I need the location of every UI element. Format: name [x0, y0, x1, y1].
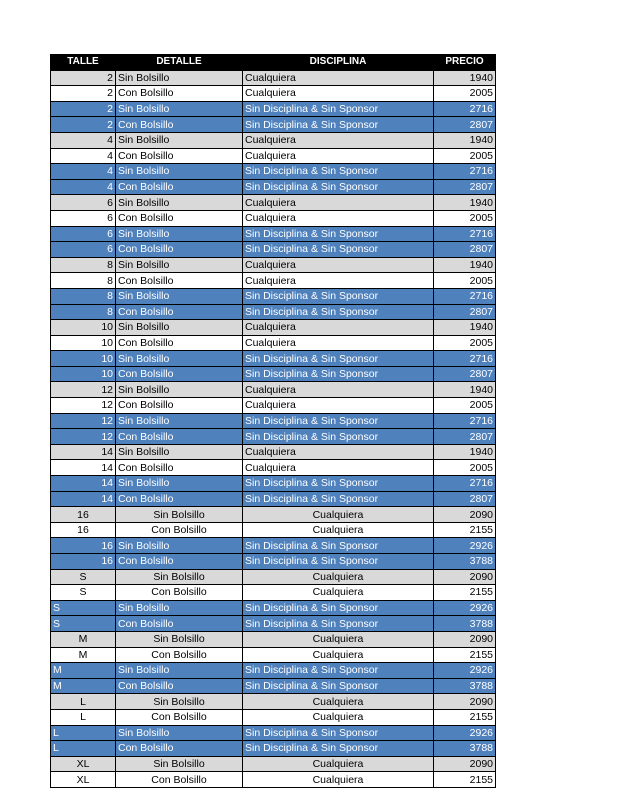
table-row [51, 772, 496, 788]
table-row [51, 382, 496, 398]
disciplina-cell: Cualquiera [243, 756, 434, 772]
disciplina-cell: Sin Disciplina & Sin Sponsor [243, 117, 434, 133]
talle-cell: 6 [51, 242, 116, 258]
talle-cell: 10 [51, 320, 116, 336]
talle-cell: M [51, 647, 116, 663]
precio-cell: 2155 [434, 709, 496, 725]
disciplina-cell: Cualquiera [243, 444, 434, 460]
talle-cell: L [51, 725, 116, 741]
precio-cell: 2716 [434, 101, 496, 117]
disciplina-cell: Sin Disciplina & Sin Sponsor [243, 678, 434, 694]
talle-cell: 16 [51, 507, 116, 523]
talle-cell: S [51, 569, 116, 585]
talle-cell: 4 [51, 164, 116, 180]
precio-cell: 2005 [434, 86, 496, 102]
precio-cell: 2807 [434, 242, 496, 258]
table-row [51, 569, 496, 585]
detalle-cell: Sin Bolsillo [116, 725, 243, 741]
detalle-cell: Sin Bolsillo [116, 70, 243, 86]
precio-cell: 2005 [434, 460, 496, 476]
talle-cell: 10 [51, 366, 116, 382]
detalle-cell: Con Bolsillo [116, 429, 243, 445]
talle-cell: 12 [51, 382, 116, 398]
detalle-cell: Sin Bolsillo [116, 600, 243, 616]
talle-cell: 2 [51, 86, 116, 102]
table-row [51, 476, 496, 492]
talle-cell: 8 [51, 288, 116, 304]
table-row [51, 117, 496, 133]
precio-cell: 1940 [434, 257, 496, 273]
detalle-cell: Con Bolsillo [116, 210, 243, 226]
talle-cell: XL [51, 756, 116, 772]
talle-cell: M [51, 663, 116, 679]
talle-cell: M [51, 631, 116, 647]
talle-cell: 12 [51, 429, 116, 445]
detalle-cell: Con Bolsillo [116, 772, 243, 788]
disciplina-cell: Sin Disciplina & Sin Sponsor [243, 179, 434, 195]
talle-cell: 2 [51, 101, 116, 117]
table-row [51, 756, 496, 772]
precio-cell: 2090 [434, 756, 496, 772]
precio-cell: 2005 [434, 335, 496, 351]
detalle-cell: Con Bolsillo [116, 86, 243, 102]
talle-cell: 14 [51, 444, 116, 460]
table-row [51, 429, 496, 445]
detalle-cell: Sin Bolsillo [116, 288, 243, 304]
detalle-cell: Sin Bolsillo [116, 694, 243, 710]
disciplina-cell: Cualquiera [243, 398, 434, 414]
detalle-cell: Con Bolsillo [116, 647, 243, 663]
precio-cell: 2807 [434, 304, 496, 320]
talle-cell: 4 [51, 132, 116, 148]
table-row [51, 631, 496, 647]
talle-cell: L [51, 694, 116, 710]
precio-cell: 1940 [434, 70, 496, 86]
detalle-cell: Con Bolsillo [116, 491, 243, 507]
disciplina-cell: Cualquiera [243, 148, 434, 164]
precio-cell: 3788 [434, 678, 496, 694]
precio-cell: 2807 [434, 366, 496, 382]
disciplina-cell: Sin Disciplina & Sin Sponsor [243, 366, 434, 382]
detalle-cell: Sin Bolsillo [116, 195, 243, 211]
detalle-cell: Sin Bolsillo [116, 257, 243, 273]
talle-cell: 2 [51, 117, 116, 133]
precio-cell: 1940 [434, 444, 496, 460]
table-row [51, 616, 496, 632]
price-table [50, 54, 496, 788]
table-row [51, 491, 496, 507]
detalle-cell: Con Bolsillo [116, 554, 243, 570]
table-row [51, 195, 496, 211]
disciplina-cell: Cualquiera [243, 70, 434, 86]
disciplina-cell: Sin Disciplina & Sin Sponsor [243, 741, 434, 757]
detalle-cell: Con Bolsillo [116, 398, 243, 414]
detalle-cell: Sin Bolsillo [116, 132, 243, 148]
table-row [51, 351, 496, 367]
detalle-cell: Con Bolsillo [116, 616, 243, 632]
detalle-cell: Con Bolsillo [116, 148, 243, 164]
precio-cell: 2716 [434, 351, 496, 367]
disciplina-cell: Sin Disciplina & Sin Sponsor [243, 554, 434, 570]
talle-cell: 2 [51, 70, 116, 86]
disciplina-cell: Cualquiera [243, 210, 434, 226]
header-detalle: DETALLE [116, 55, 243, 71]
talle-cell: 14 [51, 476, 116, 492]
precio-cell: 1940 [434, 132, 496, 148]
disciplina-cell: Cualquiera [243, 522, 434, 538]
disciplina-cell: Cualquiera [243, 631, 434, 647]
talle-cell: 12 [51, 413, 116, 429]
disciplina-cell: Cualquiera [243, 86, 434, 102]
detalle-cell: Sin Bolsillo [116, 164, 243, 180]
talle-cell: 6 [51, 195, 116, 211]
table-row [51, 210, 496, 226]
disciplina-cell: Sin Disciplina & Sin Sponsor [243, 304, 434, 320]
disciplina-cell: Cualquiera [243, 335, 434, 351]
disciplina-cell: Cualquiera [243, 709, 434, 725]
detalle-cell: Con Bolsillo [116, 585, 243, 601]
table-row [51, 725, 496, 741]
precio-cell: 2807 [434, 429, 496, 445]
disciplina-cell: Sin Disciplina & Sin Sponsor [243, 476, 434, 492]
table-row [51, 101, 496, 117]
detalle-cell: Con Bolsillo [116, 179, 243, 195]
precio-cell: 2926 [434, 663, 496, 679]
disciplina-cell: Cualquiera [243, 195, 434, 211]
table-row [51, 226, 496, 242]
disciplina-cell: Cualquiera [243, 569, 434, 585]
precio-cell: 1940 [434, 320, 496, 336]
table-row [51, 413, 496, 429]
table-row [51, 304, 496, 320]
disciplina-cell: Sin Disciplina & Sin Sponsor [243, 663, 434, 679]
talle-cell: 6 [51, 210, 116, 226]
precio-cell: 2716 [434, 476, 496, 492]
detalle-cell: Sin Bolsillo [116, 413, 243, 429]
detalle-cell: Sin Bolsillo [116, 507, 243, 523]
precio-cell: 2155 [434, 772, 496, 788]
table-row [51, 179, 496, 195]
disciplina-cell: Cualquiera [243, 460, 434, 476]
talle-cell: 6 [51, 226, 116, 242]
disciplina-cell: Cualquiera [243, 320, 434, 336]
header-row [51, 55, 496, 71]
detalle-cell: Con Bolsillo [116, 741, 243, 757]
precio-cell: 3788 [434, 554, 496, 570]
detalle-cell: Con Bolsillo [116, 304, 243, 320]
disciplina-cell: Sin Disciplina & Sin Sponsor [243, 725, 434, 741]
detalle-cell: Sin Bolsillo [116, 756, 243, 772]
detalle-cell: Sin Bolsillo [116, 444, 243, 460]
talle-cell: L [51, 741, 116, 757]
header-talle: TALLE [51, 55, 116, 71]
detalle-cell: Sin Bolsillo [116, 569, 243, 585]
precio-cell: 2716 [434, 413, 496, 429]
precio-cell: 2926 [434, 538, 496, 554]
table-row [51, 554, 496, 570]
detalle-cell: Con Bolsillo [116, 460, 243, 476]
disciplina-cell: Sin Disciplina & Sin Sponsor [243, 351, 434, 367]
detalle-cell: Sin Bolsillo [116, 226, 243, 242]
detalle-cell: Con Bolsillo [116, 709, 243, 725]
table-row [51, 398, 496, 414]
disciplina-cell: Cualquiera [243, 273, 434, 289]
table-row [51, 288, 496, 304]
disciplina-cell: Cualquiera [243, 647, 434, 663]
table-row [51, 320, 496, 336]
disciplina-cell: Cualquiera [243, 585, 434, 601]
table-row [51, 335, 496, 351]
precio-cell: 2155 [434, 647, 496, 663]
table-row [51, 507, 496, 523]
talle-cell: 8 [51, 304, 116, 320]
table-row [51, 538, 496, 554]
table-row [51, 585, 496, 601]
detalle-cell: Sin Bolsillo [116, 351, 243, 367]
talle-cell: 16 [51, 522, 116, 538]
table-row [51, 709, 496, 725]
detalle-cell: Sin Bolsillo [116, 320, 243, 336]
precio-cell: 2005 [434, 398, 496, 414]
detalle-cell: Sin Bolsillo [116, 538, 243, 554]
precio-cell: 2807 [434, 491, 496, 507]
detalle-cell: Con Bolsillo [116, 522, 243, 538]
table-row [51, 694, 496, 710]
precio-cell: 2090 [434, 507, 496, 523]
precio-cell: 2716 [434, 226, 496, 242]
disciplina-cell: Cualquiera [243, 507, 434, 523]
disciplina-cell: Sin Disciplina & Sin Sponsor [243, 429, 434, 445]
table-row [51, 741, 496, 757]
table-row [51, 647, 496, 663]
disciplina-cell: Sin Disciplina & Sin Sponsor [243, 288, 434, 304]
talle-cell: 14 [51, 460, 116, 476]
detalle-cell: Con Bolsillo [116, 273, 243, 289]
table-row [51, 678, 496, 694]
talle-cell: 16 [51, 554, 116, 570]
detalle-cell: Sin Bolsillo [116, 663, 243, 679]
disciplina-cell: Sin Disciplina & Sin Sponsor [243, 413, 434, 429]
talle-cell: 14 [51, 491, 116, 507]
precio-cell: 2155 [434, 585, 496, 601]
disciplina-cell: Sin Disciplina & Sin Sponsor [243, 616, 434, 632]
talle-cell: 10 [51, 335, 116, 351]
talle-cell: S [51, 585, 116, 601]
talle-cell: S [51, 600, 116, 616]
precio-cell: 2090 [434, 569, 496, 585]
talle-cell: L [51, 709, 116, 725]
detalle-cell: Sin Bolsillo [116, 382, 243, 398]
precio-cell: 1940 [434, 382, 496, 398]
disciplina-cell: Sin Disciplina & Sin Sponsor [243, 101, 434, 117]
table-row [51, 366, 496, 382]
precio-cell: 2926 [434, 600, 496, 616]
talle-cell: 8 [51, 257, 116, 273]
precio-cell: 1940 [434, 195, 496, 211]
table-row [51, 70, 496, 86]
table-row [51, 273, 496, 289]
table-row [51, 148, 496, 164]
talle-cell: S [51, 616, 116, 632]
table-row [51, 600, 496, 616]
disciplina-cell: Cualquiera [243, 772, 434, 788]
precio-cell: 2005 [434, 273, 496, 289]
precio-cell: 2807 [434, 179, 496, 195]
disciplina-cell: Sin Disciplina & Sin Sponsor [243, 226, 434, 242]
table-row [51, 522, 496, 538]
detalle-cell: Con Bolsillo [116, 335, 243, 351]
talle-cell: 4 [51, 179, 116, 195]
precio-cell: 2807 [434, 117, 496, 133]
detalle-cell: Sin Bolsillo [116, 631, 243, 647]
disciplina-cell: Sin Disciplina & Sin Sponsor [243, 164, 434, 180]
detalle-cell: Con Bolsillo [116, 117, 243, 133]
table-row [51, 257, 496, 273]
disciplina-cell: Sin Disciplina & Sin Sponsor [243, 242, 434, 258]
precio-cell: 2155 [434, 522, 496, 538]
talle-cell: 8 [51, 273, 116, 289]
precio-cell: 2090 [434, 694, 496, 710]
precio-cell: 2716 [434, 164, 496, 180]
table-row [51, 444, 496, 460]
disciplina-cell: Cualquiera [243, 257, 434, 273]
header-precio: PRECIO [434, 55, 496, 71]
disciplina-cell: Sin Disciplina & Sin Sponsor [243, 491, 434, 507]
table-row [51, 164, 496, 180]
detalle-cell: Con Bolsillo [116, 366, 243, 382]
disciplina-cell: Cualquiera [243, 132, 434, 148]
talle-cell: M [51, 678, 116, 694]
precio-cell: 3788 [434, 741, 496, 757]
disciplina-cell: Sin Disciplina & Sin Sponsor [243, 538, 434, 554]
precio-cell: 2005 [434, 210, 496, 226]
header-disciplina: DISCIPLINA [243, 55, 434, 71]
detalle-cell: Con Bolsillo [116, 242, 243, 258]
detalle-cell: Sin Bolsillo [116, 476, 243, 492]
table-row [51, 132, 496, 148]
talle-cell: XL [51, 772, 116, 788]
precio-cell: 2716 [434, 288, 496, 304]
detalle-cell: Con Bolsillo [116, 678, 243, 694]
talle-cell: 12 [51, 398, 116, 414]
disciplina-cell: Sin Disciplina & Sin Sponsor [243, 600, 434, 616]
table-row [51, 663, 496, 679]
precio-cell: 2005 [434, 148, 496, 164]
table-row [51, 86, 496, 102]
table-row [51, 242, 496, 258]
detalle-cell: Sin Bolsillo [116, 101, 243, 117]
precio-cell: 3788 [434, 616, 496, 632]
talle-cell: 4 [51, 148, 116, 164]
disciplina-cell: Cualquiera [243, 694, 434, 710]
precio-cell: 2090 [434, 631, 496, 647]
table-row [51, 460, 496, 476]
talle-cell: 16 [51, 538, 116, 554]
disciplina-cell: Cualquiera [243, 382, 434, 398]
talle-cell: 10 [51, 351, 116, 367]
precio-cell: 2926 [434, 725, 496, 741]
